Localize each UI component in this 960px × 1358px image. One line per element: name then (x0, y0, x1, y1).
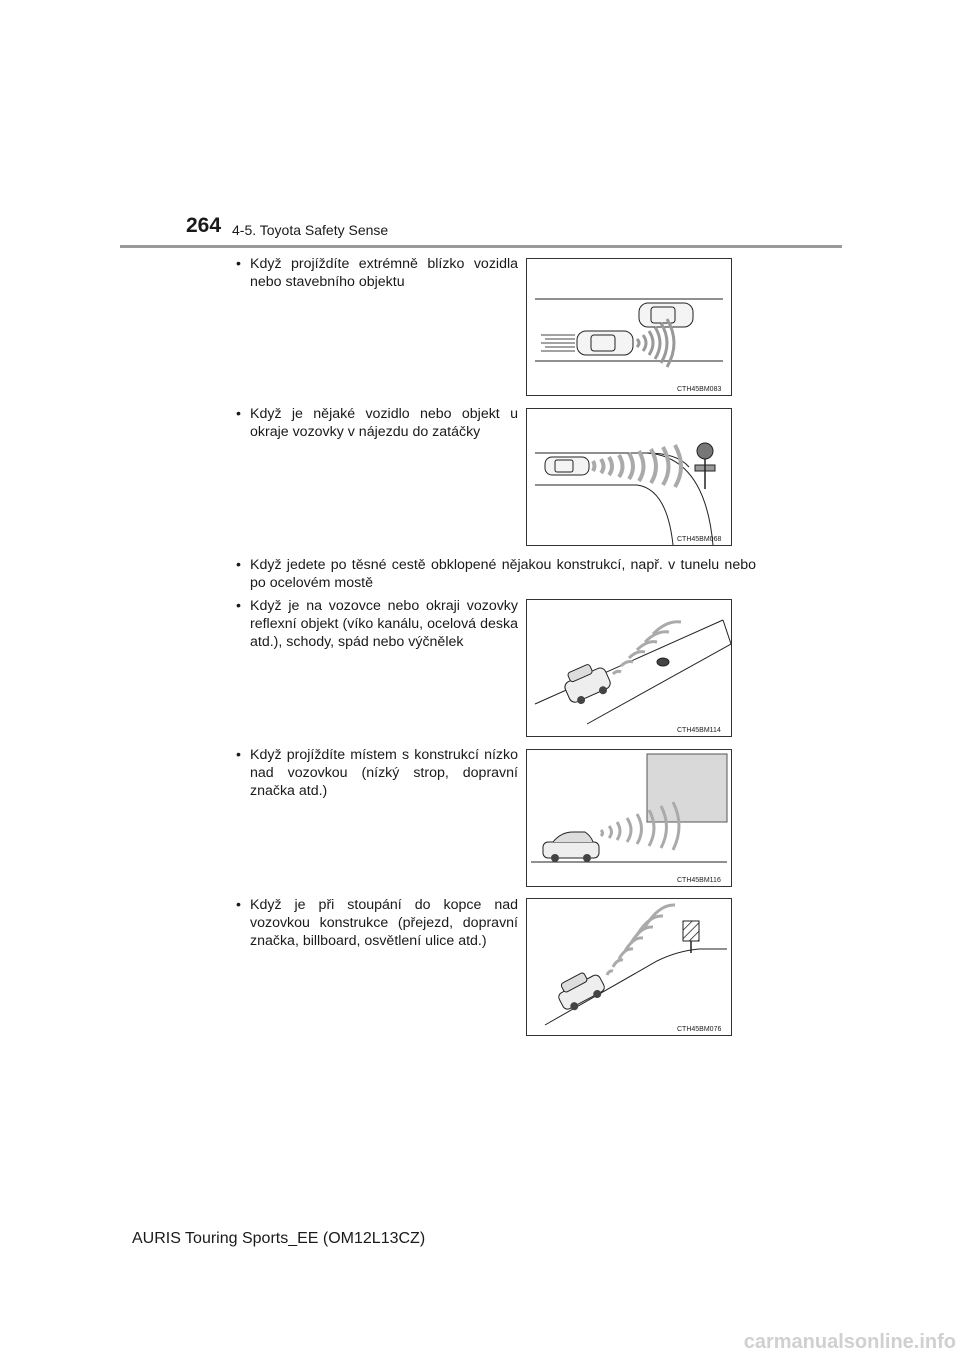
figure-code: CTH45BM083 (677, 386, 722, 393)
bullet-low-structure (236, 746, 518, 800)
illustration-close-vehicle (527, 259, 731, 395)
figure-code: CTH45BM068 (677, 536, 722, 543)
bullet-marker: • (236, 557, 241, 573)
figure-code: CTH45BM116 (677, 877, 721, 884)
bullet-marker: • (236, 747, 241, 763)
section-title: 4-5. Toyota Safety Sense (232, 222, 389, 238)
bullet-uphill-structure (236, 896, 518, 950)
figure-code: CTH45BM114 (677, 727, 721, 734)
bullet-marker: • (236, 598, 241, 614)
bullet-text: Když jedete po těsné cestě obklopené nějakou konstrukcí, např. v tunelu nebo po ocelovém mostě (250, 557, 756, 591)
illustration-low-structure (527, 750, 731, 886)
illustration-curve-entry (527, 409, 731, 545)
figure-reflective-object (526, 599, 732, 737)
illustration-reflective-object (527, 600, 731, 736)
header-divider (120, 245, 842, 248)
bullet-text: Když je na vozovce nebo okraji vozovky reflexní objekt (víko kanálu, ocelová deska atd.), schody, spád nebo výčnělek (250, 598, 518, 650)
figure-close-vehicle (526, 258, 732, 396)
bullet-reflective-object (236, 597, 518, 651)
figure-uphill-structure (526, 898, 732, 1036)
figure-code: CTH45BM076 (677, 1026, 722, 1033)
illustration-uphill-structure (527, 899, 731, 1035)
bullet-text: Když je nějaké vozidlo nebo objekt u okraje vozovky v nájezdu do zatáčky (250, 406, 518, 440)
figure-low-structure (526, 749, 732, 887)
footer-model: AURIS Touring Sports_EE (OM12L13CZ) (132, 1230, 426, 1247)
bullet-text: Když je při stoupání do kopce nad vozovkou konstrukce (přejezd, dopravní značka, billboard, osvětlení ulice atd.) (250, 897, 518, 949)
bullet-text: Když projíždíte místem s konstrukcí nízko nad vozovkou (nízký strop, dopravní značka atd.) (250, 747, 518, 799)
watermark: carmanualsonline.info (743, 1331, 956, 1353)
bullet-marker: • (236, 256, 241, 272)
page-number: 264 (186, 214, 222, 237)
bullet-marker: • (236, 406, 241, 422)
bullet-marker: • (236, 897, 241, 913)
bullet-close-vehicle (236, 255, 518, 291)
figure-curve-entry (526, 408, 732, 546)
bullet-tunnel (236, 556, 756, 592)
bullet-curve-entry (236, 405, 518, 441)
bullet-text: Když projíždíte extrémně blízko vozidla nebo stavebního objektu (250, 256, 518, 290)
